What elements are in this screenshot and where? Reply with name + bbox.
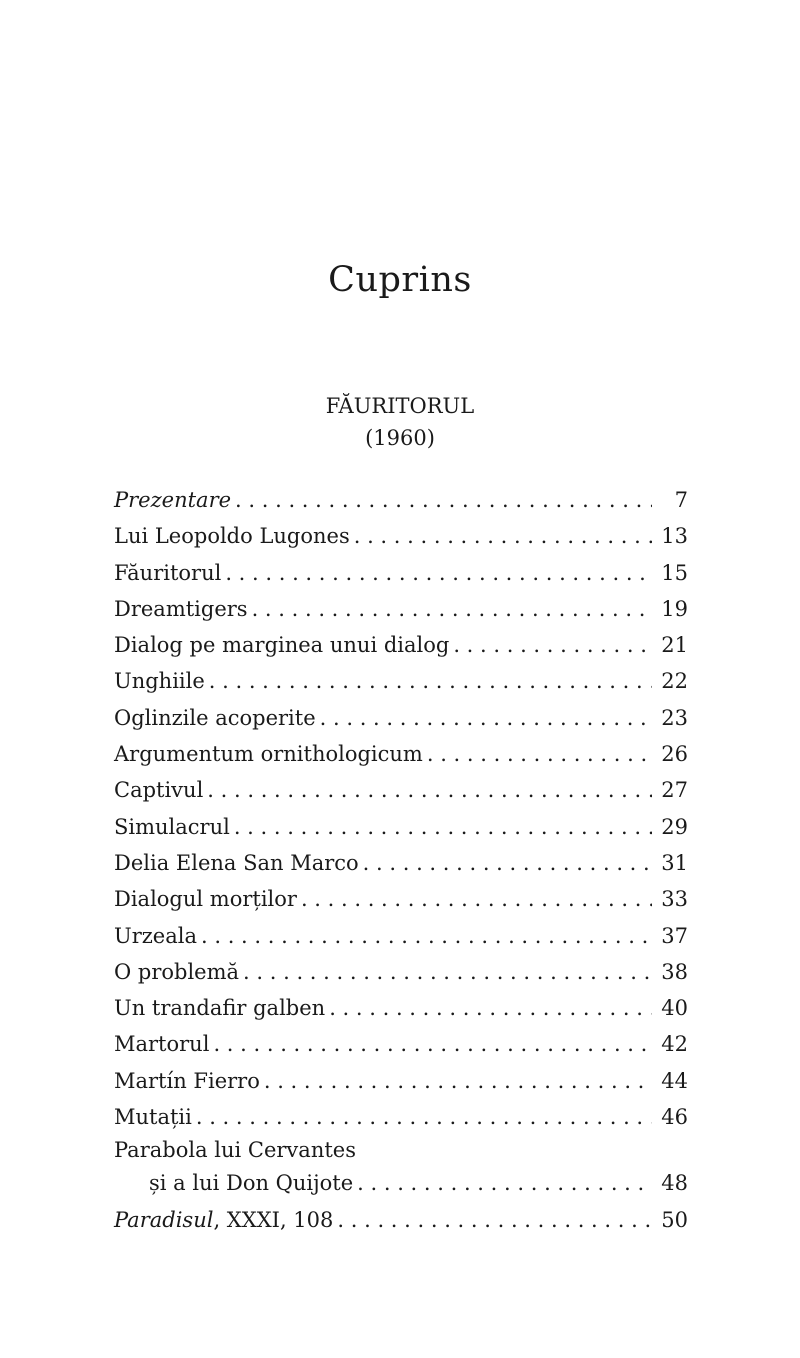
toc-entry-simulacrul[interactable] [114, 809, 688, 845]
toc-entry-title: Făuritorul [114, 560, 222, 585]
toc-entry-title: Dreamtigers [114, 596, 248, 621]
toc-entry-title: Dialogul morților [114, 887, 297, 912]
toc-entry-title: Oglinzile acoperite [114, 705, 316, 730]
toc-entry-page: 13 [661, 524, 688, 549]
toc-entry-page: 40 [661, 996, 688, 1021]
toc-entry-page: 46 [661, 1105, 688, 1130]
toc-entry-parabola[interactable] [114, 1135, 688, 1201]
dot-leader [363, 845, 652, 881]
table-of-contents [114, 482, 688, 1238]
dot-leader [329, 990, 652, 1026]
toc-entry-page: 19 [661, 596, 688, 621]
toc-entry-page: 21 [661, 633, 688, 658]
toc-entry-page: 50 [661, 1207, 688, 1232]
toc-entry-captivul[interactable] [114, 772, 688, 808]
toc-entry-page: 23 [661, 705, 688, 730]
page-title: Cuprins [328, 260, 472, 300]
toc-entry-paradisul[interactable] [114, 1202, 688, 1238]
toc-entry-title: și a lui Don Quijote [149, 1171, 354, 1196]
dot-leader [320, 700, 652, 736]
toc-entry-title: Simulacrul [114, 814, 230, 839]
dot-leader [201, 918, 652, 954]
toc-entry-title-line1: Parabola lui Cervantes [114, 1138, 356, 1163]
section-year: (1960) [365, 426, 435, 450]
toc-entry-martin-fierro[interactable] [114, 1063, 688, 1099]
toc-entry-dreamtigers[interactable] [114, 591, 688, 627]
toc-entry-title: Dialog pe marginea unui dialog [114, 633, 450, 658]
dot-leader [234, 809, 652, 845]
dot-leader [301, 881, 652, 917]
dot-leader [196, 1099, 652, 1135]
section-heading: FĂURITORUL [325, 394, 475, 418]
dot-leader [427, 736, 652, 772]
toc-entry-page: 37 [661, 923, 688, 948]
dot-leader [207, 772, 652, 808]
dot-leader [235, 482, 652, 518]
dot-leader [243, 954, 652, 990]
toc-entry-unghiile[interactable] [114, 663, 688, 699]
dot-leader [209, 663, 652, 699]
toc-entry-title: Delia Elena San Marco [114, 850, 359, 875]
toc-entry-delia[interactable] [114, 845, 688, 881]
toc-entry-page: 44 [661, 1068, 688, 1093]
toc-entry-problema[interactable] [114, 954, 688, 990]
toc-entry-oglinzile[interactable] [114, 700, 688, 736]
toc-entry-page: 48 [661, 1171, 688, 1196]
toc-entry-page: 15 [661, 560, 688, 585]
dot-leader [264, 1063, 652, 1099]
dot-leader [337, 1202, 652, 1238]
toc-entry-title: Un trandafir galben [114, 996, 326, 1021]
toc-entry-dialog[interactable] [114, 627, 688, 663]
toc-entry-title: Unghiile [114, 669, 205, 694]
toc-entry-page: 26 [661, 742, 688, 767]
toc-entry-page: 33 [661, 887, 688, 912]
toc-entry-dialogul[interactable] [114, 881, 688, 917]
toc-entry-title: Captivul [114, 778, 204, 803]
toc-entry-title: Martín Fierro [114, 1068, 260, 1093]
toc-entry-title: Mutații [114, 1105, 192, 1130]
dot-leader [354, 518, 652, 554]
toc-entry-prezentare[interactable] [114, 482, 688, 518]
toc-entry-title: Martorul [114, 1032, 210, 1057]
toc-entry-mutatii[interactable] [114, 1099, 688, 1135]
toc-entry-trandafir[interactable] [114, 990, 688, 1026]
dot-leader [252, 591, 652, 627]
dot-leader [357, 1165, 652, 1201]
toc-entry-page: 38 [661, 959, 688, 984]
toc-entry-page: 42 [661, 1032, 688, 1057]
toc-entry-title: Urzeala [114, 923, 197, 948]
toc-entry-page: 7 [674, 488, 688, 512]
toc-entry-urzeala[interactable] [114, 918, 688, 954]
toc-entry-page: 22 [661, 669, 688, 694]
toc-entry-title: O problemă [114, 959, 240, 984]
toc-entry-title: Paradisul, XXXI, 108 [114, 1207, 334, 1232]
toc-entry-page: 27 [661, 778, 688, 803]
dot-leader [225, 555, 652, 591]
toc-entry-fauritorul[interactable] [114, 555, 688, 591]
toc-entry-lugones[interactable] [114, 518, 688, 554]
toc-entry-title: Lui Leopoldo Lugones [114, 524, 350, 549]
dot-leader [453, 627, 652, 663]
dot-leader [213, 1026, 652, 1062]
toc-entry-page: 31 [661, 850, 688, 875]
toc-entry-title: Argumentum ornithologicum [114, 742, 423, 767]
toc-entry-title: Prezentare [114, 488, 232, 512]
toc-entry-page: 29 [661, 814, 688, 839]
toc-entry-martorul[interactable] [114, 1026, 688, 1062]
toc-entry-argumentum[interactable] [114, 736, 688, 772]
